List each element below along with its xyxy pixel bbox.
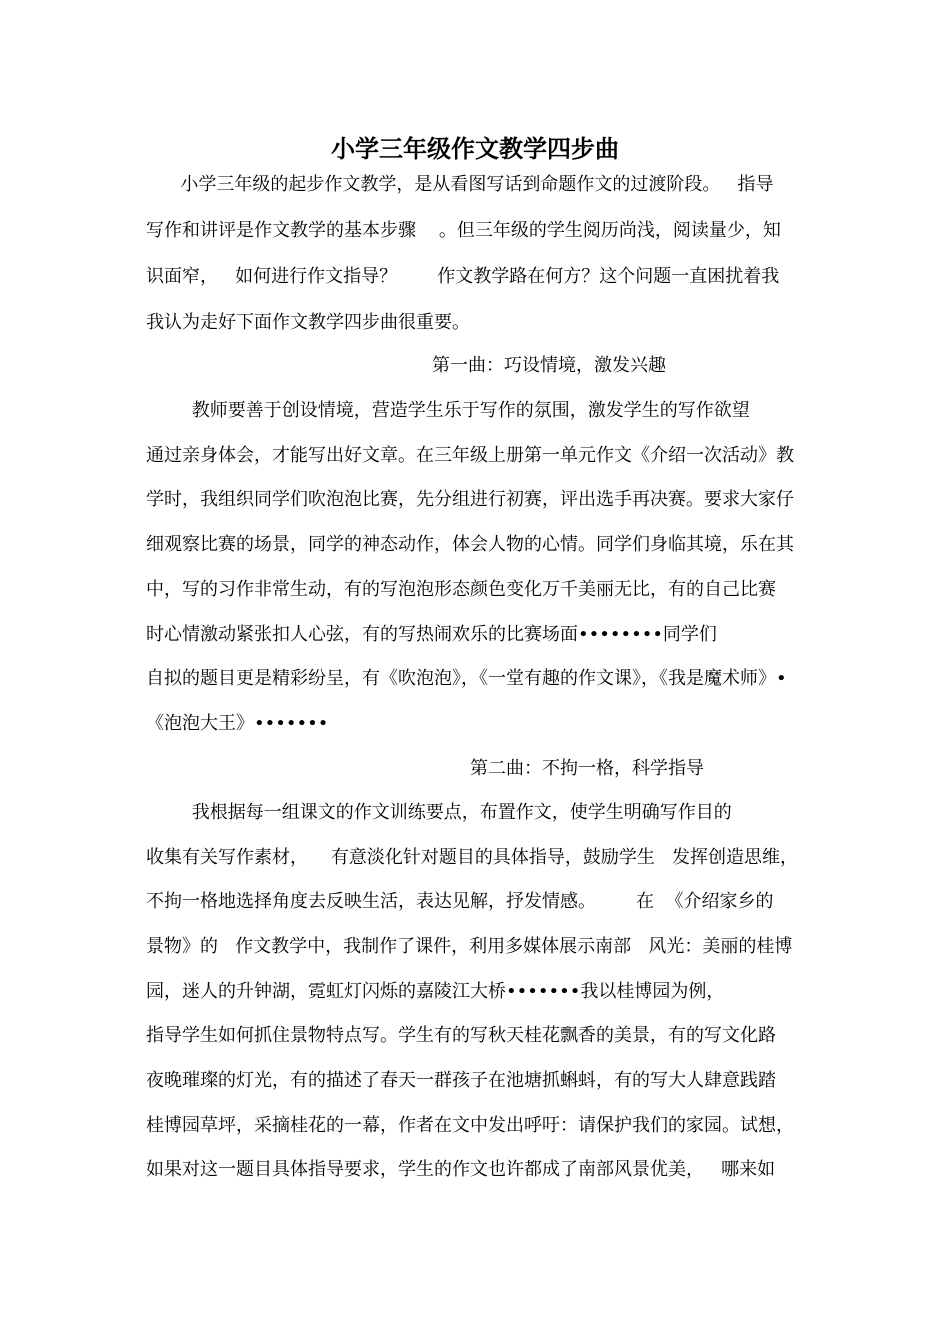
document-title: 小学三年级作文教学四步曲 (331, 134, 619, 163)
section2-line-2: 收集有关写作素材， 有意淡化针对题目的具体指导，鼓励学生 发挥创造思维， (146, 847, 799, 868)
section1-line-6: 时心情激动紧张扣人心弦，有的写热闹欢乐的比赛场面••••••••同学们 (146, 624, 717, 645)
intro-line-4: 我认为走好下面作文教学四步曲很重要。 (146, 312, 470, 333)
section1-heading: 第一曲：巧设情境，激发兴趣 (432, 355, 666, 376)
intro-line-2: 写作和讲评是作文教学的基本步骤 。但三年级的学生阅历尚浅，阅读量少，知 (146, 220, 781, 241)
intro-line-3: 识面窄， 如何进行作文指导？ 作文教学路在何方？这个问题一直困扰着我 (146, 266, 780, 287)
section2-line-4: 景物》的 作文教学中，我制作了课件，利用多媒体展示南部 风光：美丽的桂博 (146, 936, 793, 957)
section2-line-8: 桂博园草坪，采摘桂花的一幕，作者在文中发出呼吁：请保护我们的家园。试想， (146, 1115, 794, 1136)
section2-line-1: 我根据每一组课文的作文训练要点，布置作文，使学生明确写作目的 (146, 802, 732, 823)
section1-line-8: 《泡泡大王》••••••• (146, 713, 329, 734)
section2-line-5: 园，迷人的升钟湖，霓虹灯闪烁的嘉陵江大桥•••••••我以桂博园为例， (146, 981, 725, 1002)
section1-line-4: 细观察比赛的场景，同学的神态动作，体会人物的心情。同学们身临其境，乐在其 (146, 534, 794, 555)
section1-line-1: 教师要善于创设情境，营造学生乐于写作的氛围，激发学生的写作欲望 (146, 400, 750, 421)
section2-line-6: 指导学生如何抓住景物特点写。学生有的写秋天桂花飘香的美景，有的写文化路 (146, 1025, 776, 1046)
section1-line-2: 通过亲身体会，才能写出好文章。在三年级上册第一单元作文《介绍一次活动》教 (146, 445, 794, 466)
section1-line-3: 学时，我组织同学们吹泡泡比赛，先分组进行初赛，评出选手再决赛。要求大家仔 (146, 489, 794, 510)
section1-line-7: 自拟的题目更是精彩纷呈，有《吹泡泡》，《一堂有趣的作文课》，《我是魔术师》• (146, 668, 787, 689)
section1-line-5: 中，写的习作非常生动，有的写泡泡形态颜色变化万千美丽无比，有的自己比赛 (146, 579, 776, 600)
section2-line-7: 夜晚璀璨的灯光，有的描述了春天一群孩子在池塘抓蝌蚪，有的写大人肆意践踏 (146, 1070, 776, 1091)
intro-line-1: 小学三年级的起步作文教学，是从看图写话到命题作文的过渡阶段。 指导 (146, 174, 774, 195)
section2-heading: 第二曲：不拘一格，科学指导 (470, 758, 704, 779)
section2-line-3: 不拘一格地选择角度去反映生活，表达见解，抒发情感。 在 《介绍家乡的 (146, 891, 774, 912)
section2-line-9: 如果对这一题目具体指导要求，学生的作文也许都成了南部风景优美， 哪来如 (146, 1159, 776, 1180)
